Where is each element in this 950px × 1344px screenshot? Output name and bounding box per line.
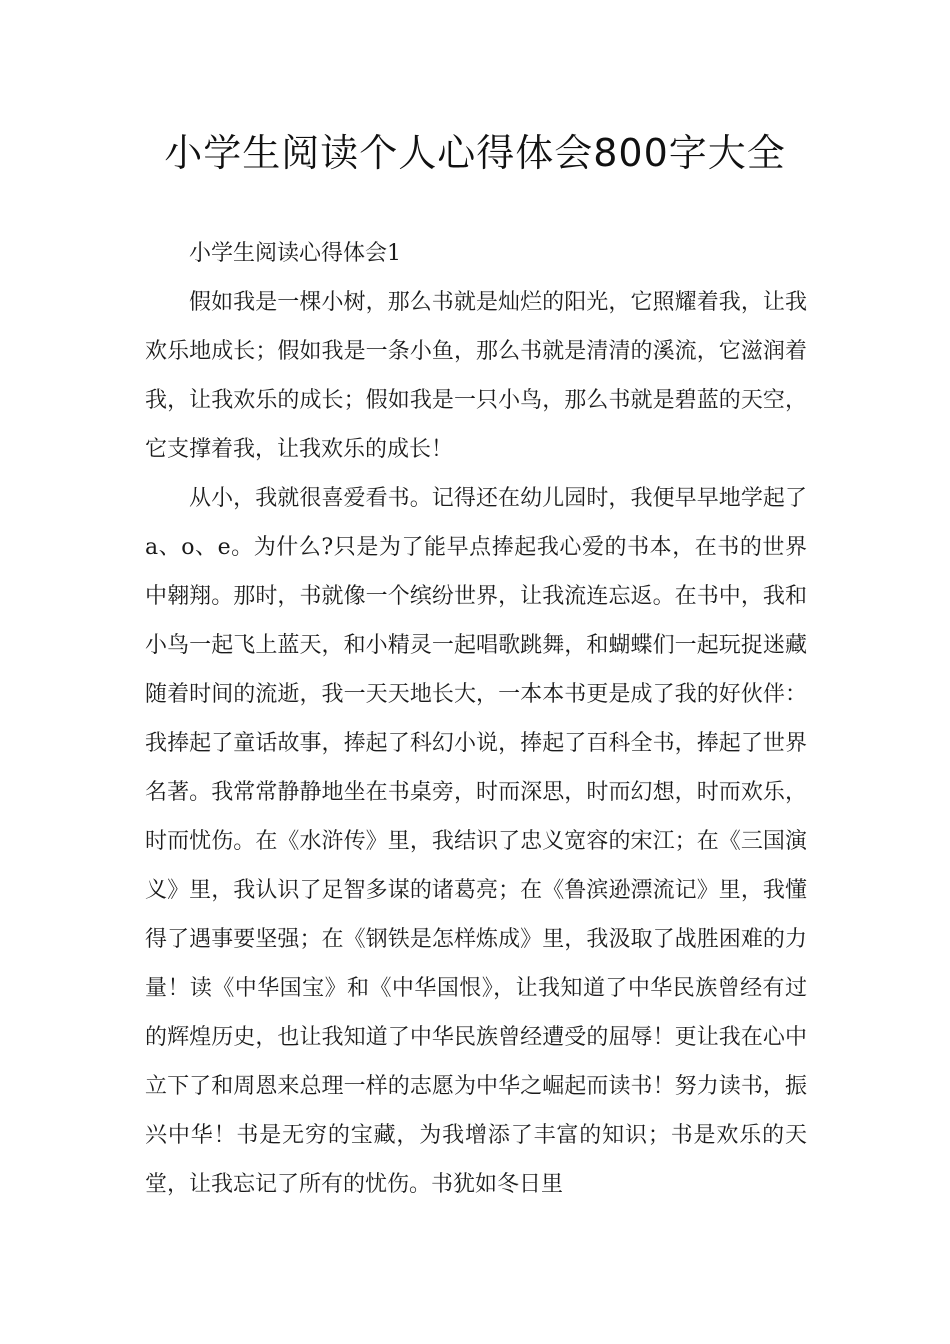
document-body xyxy=(145,229,807,1209)
section-heading: 小学生阅读心得体会1 xyxy=(189,241,401,266)
paragraph-1: 假如我是一棵小树，那么书就是灿烂的阳光，它照耀着我，让我欢乐地成长；假如我是一条小鱼，那么书就是清清的溪流，它滋润着我，让我欢乐的成长；假如我是一只小鸟，那么书就是碧蓝的天空，它支撑着我，让我欢乐的成长！ xyxy=(145,290,807,462)
document-title: 小学生阅读个人心得体会800字大全 xyxy=(164,131,786,175)
paragraph-2: 从小，我就很喜爱看书。记得还在幼儿园时，我便早早地学起了a、o、e。为什么?只是为了能早点捧起我心爱的书本，在书的世界中翱翔。那时，书就像一个缤纷世界，让我流连忘返。在书中，我和小鸟一起飞上蓝天，和小精灵一起唱歌跳舞，和蝴蝶们一起玩捉迷藏随着时间的流逝，我一天天地长大，一本本书更是成了我的好伙伴：我捧起了童话故事，捧起了科幻小说，捧起了百科全书，捧起了世界名著。我常常静静地坐在书桌旁，时而深思，时而幻想，时而欢乐，时而忧伤。在《水浒传》里，我结识了忠义宽容的宋江；在《三国演义》里，我认识了足智多谋的诸葛亮；在《鲁滨逊漂流记》里，我懂得了遇事要坚强；在《钢铁是怎样炼成》里，我汲取了战胜困难的力量！读《中华国宝》和《中华国恨》，让我知道了中华民族曾经有过的辉煌历史，也让我知道了中华民族曾经遭受的屈辱！更让我在心中立下了和周恩来总理一样的志愿为中华之崛起而读书！努力读书，振兴中华！书是无穷的宝藏，为我增添了丰富的知识；书是欢乐的天堂，让我忘记了所有的忧伤。书犹如冬日里 xyxy=(145,486,807,1197)
